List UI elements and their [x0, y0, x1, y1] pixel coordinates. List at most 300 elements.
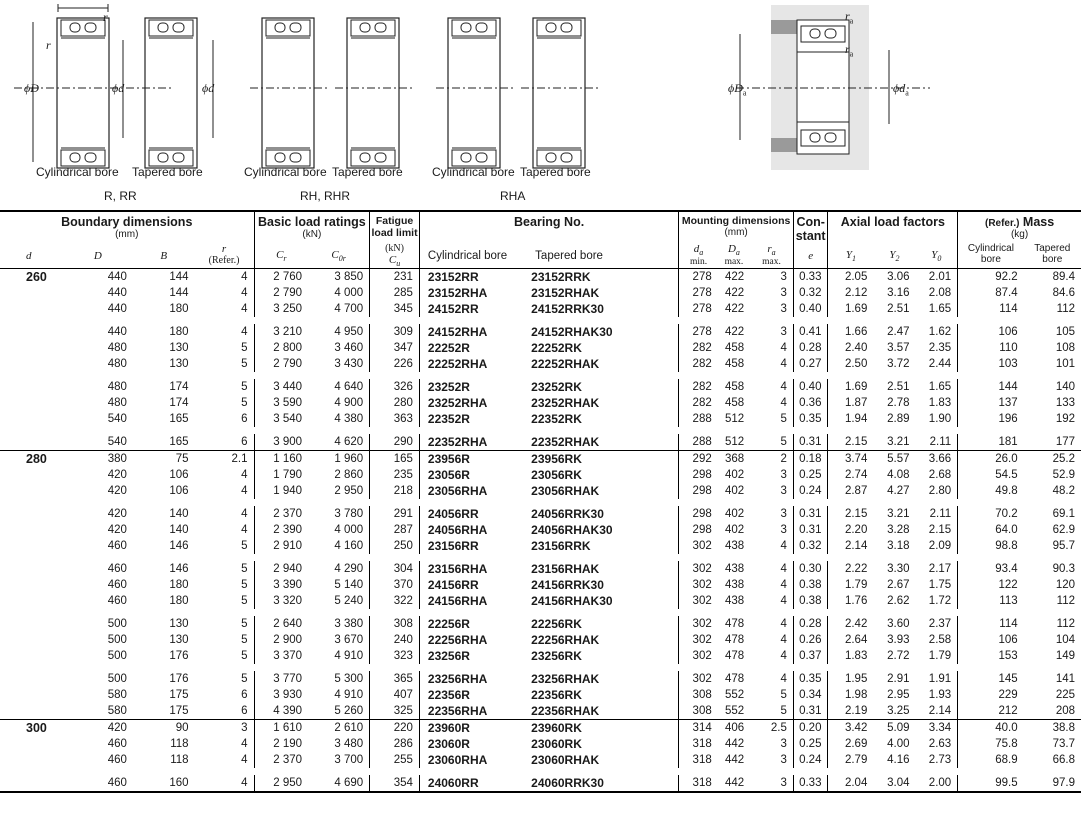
cell-Da: 442	[718, 775, 750, 792]
cell-mass-cyl: 64.0	[958, 522, 1024, 538]
cell-Y2: 2.95	[887, 689, 910, 702]
cell-Cu: 285	[370, 285, 420, 301]
cell-mass-tap: 101	[1055, 358, 1075, 371]
cell-mass-tap: 90.3	[1052, 563, 1075, 576]
cell-Y1: 2.22	[828, 561, 873, 577]
cell-D: 500	[107, 618, 127, 631]
cell-mass-tap: 108	[1055, 342, 1075, 355]
table-row	[0, 340, 1081, 356]
cell-mass-tap: 105	[1055, 326, 1075, 339]
cell-Cr: 3 770	[254, 671, 308, 687]
cell-Y1: 2.04	[828, 775, 873, 792]
table-row	[0, 703, 1081, 720]
cell-Y1: 1.69	[828, 301, 873, 317]
cell-cyl-bore: 23060RHA	[419, 752, 523, 768]
cell-C0r: 4 690	[308, 775, 370, 792]
cell-C0r: 4 000	[334, 524, 364, 537]
cell-mass-cyl: 144	[958, 379, 1024, 395]
cell-da: 298	[679, 506, 718, 522]
cell-mass-tap: 149	[1055, 650, 1075, 663]
cell-r: 4	[241, 303, 248, 316]
cell-Y0: 2.68	[928, 469, 952, 482]
cell-d: 260	[26, 270, 47, 285]
cell-r: 2.1	[195, 451, 254, 468]
cell-mass-tap: 120	[1055, 579, 1075, 592]
cell-C0r: 4 700	[334, 303, 364, 316]
cell-B: 144	[169, 287, 189, 300]
cell-Cr: 2 790	[254, 356, 308, 372]
bearing-rha-tapered	[521, 18, 601, 168]
cell-mass-tap: 66.8	[1052, 754, 1075, 767]
cell-Da: 478	[724, 650, 745, 663]
cell-r: 5	[241, 673, 248, 686]
cell-r: 5	[241, 563, 248, 576]
cell-mass-tap: 25.2	[1024, 451, 1081, 468]
symbol-ra-top: $r_a$	[845, 9, 854, 26]
cell-D: 460	[63, 775, 133, 792]
cell-tap-bore: 24156RRK30	[531, 578, 604, 593]
header-basic-load: Basic load ratings	[258, 215, 366, 229]
cell-Y0: 2.15	[928, 524, 952, 537]
cell-Cu: 240	[370, 632, 420, 648]
col-mass-tap: Tapered bore	[1034, 243, 1071, 265]
cell-cyl-bore: 23156RHA	[419, 561, 523, 577]
cell-r: 5	[241, 397, 248, 410]
cell-e: 0.40	[793, 301, 828, 317]
cell-B: 140	[169, 524, 189, 537]
cell-e: 0.31	[793, 506, 828, 522]
cell-Da: 402	[724, 485, 745, 498]
cell-ra: 4	[780, 634, 787, 647]
cell-Y2: 3.18	[887, 540, 910, 553]
cell-Da: 552	[724, 689, 745, 702]
cell-cyl-bore: 22252R	[419, 340, 523, 356]
col-cylindrical-bore: Cylindrical bore	[419, 243, 523, 269]
cell-da: 282	[679, 379, 718, 395]
cell-ra: 4	[780, 563, 787, 576]
header-mass-unit: (kg)	[1010, 229, 1029, 240]
table-body	[0, 269, 1081, 793]
cell-mass-tap: 38.8	[1024, 720, 1081, 737]
cell-Cu: 218	[370, 483, 420, 499]
table-header-groups	[0, 211, 1081, 243]
cell-Da: 406	[718, 720, 750, 737]
header-constant: Con-	[796, 215, 825, 229]
cell-B: 118	[170, 738, 189, 751]
cell-mass-tap: 97.9	[1024, 775, 1081, 792]
cell-C0r: 5 300	[334, 673, 364, 686]
cell-tap-bore: 24060RRK30	[523, 775, 679, 792]
cell-C0r: 2 950	[334, 485, 364, 498]
cell-D: 580	[107, 689, 127, 702]
cell-mass-tap: 104	[1055, 634, 1075, 647]
cell-B: 146	[169, 540, 189, 553]
cell-ra: 5	[780, 689, 787, 702]
cell-r: 4	[241, 508, 248, 521]
cell-ra: 5	[780, 705, 787, 718]
header-boundary-unit: (mm)	[115, 229, 139, 240]
cell-Y0: 1.93	[928, 689, 952, 702]
cell-Y2: 3.16	[887, 287, 910, 300]
cell-tap-bore: 22352RHAK	[531, 435, 600, 450]
cell-da: 318	[679, 752, 718, 768]
header-mass-label: Mass	[1022, 215, 1055, 229]
cell-cyl-bore: 23256RHA	[419, 671, 523, 687]
table-row	[0, 522, 1081, 538]
cell-C0r: 3 850	[334, 271, 364, 284]
cell-d	[0, 687, 63, 703]
cell-tap-bore: 24056RHAK30	[531, 523, 613, 538]
cell-e: 0.40	[793, 379, 828, 395]
cell-cyl-bore: 24156RHA	[419, 593, 523, 609]
cell-mass-tap: 208	[1055, 705, 1075, 718]
cell-ra: 4	[780, 579, 787, 592]
cell-Y0: 1.90	[928, 413, 952, 426]
cell-tap-bore: 22356RHAK	[531, 704, 600, 719]
cell-B: 106	[169, 485, 189, 498]
cell-D: 460	[107, 754, 127, 767]
cell-d	[0, 506, 63, 522]
cell-C0r: 4 910	[334, 650, 364, 663]
cell-da: 302	[679, 616, 718, 632]
cell-mass-tap: 95.7	[1052, 540, 1075, 553]
cell-Y0: 2.09	[928, 540, 952, 553]
cell-Cr: 1 610	[254, 720, 308, 737]
cell-d	[0, 775, 63, 792]
cell-cyl-bore: 23152RR	[419, 269, 523, 286]
col-Cu: (kN) $C_u$	[370, 243, 420, 269]
table-row	[0, 752, 1081, 768]
cell-Da: 438	[724, 579, 745, 592]
cell-da: 298	[679, 522, 718, 538]
cell-Y0: 2.37	[928, 618, 952, 631]
cell-d	[0, 356, 63, 372]
cell-r: 4	[241, 287, 248, 300]
cell-Cu: 326	[370, 379, 420, 395]
cell-e: 0.33	[793, 775, 828, 792]
symbol-phi-Da: $\phi D_a$	[728, 81, 747, 98]
cell-Y2: 4.27	[887, 485, 910, 498]
cell-Cu: 286	[370, 736, 420, 752]
cell-Y2: 3.30	[887, 563, 910, 576]
cell-ra: 2.5	[750, 720, 793, 737]
cell-r: 5	[241, 579, 248, 592]
cell-e: 0.31	[793, 703, 828, 720]
cell-da: 292	[679, 451, 718, 468]
cell-D: 460	[107, 579, 127, 592]
cell-mass-cyl: 114	[958, 301, 1024, 317]
symbol-phi-D: ϕD	[24, 81, 39, 95]
cell-D: 420	[107, 508, 127, 521]
cell-Da: 402	[724, 508, 745, 521]
cell-Y0: 1.83	[928, 397, 952, 410]
cell-Y1: 1.83	[828, 648, 873, 664]
cell-Cr: 2 940	[254, 561, 308, 577]
col-r	[195, 243, 254, 269]
cell-Y1: 1.79	[828, 577, 873, 593]
label-type-r: R, RR	[104, 189, 137, 203]
cell-B: 118	[170, 754, 189, 767]
cell-e: 0.24	[793, 752, 828, 768]
cell-Y0: 1.62	[928, 326, 952, 339]
cell-ra: 4	[780, 397, 787, 410]
cell-C0r: 4 620	[334, 436, 364, 449]
cell-B: 175	[169, 705, 189, 718]
cell-ra: 3	[750, 775, 793, 792]
cell-mass-cyl: 153	[958, 648, 1024, 664]
cell-cyl-bore: 22356RHA	[419, 703, 523, 720]
cell-Cr: 3 900	[254, 434, 308, 451]
cell-tap-bore: 22256RK	[531, 617, 582, 632]
cell-D: 420	[107, 469, 127, 482]
cell-C0r: 3 460	[334, 342, 364, 355]
cell-Da: 422	[724, 303, 745, 316]
cell-Cr: 4 390	[254, 703, 308, 720]
cell-Y1: 2.19	[828, 703, 873, 720]
cell-e: 0.41	[793, 324, 828, 340]
cell-r: 5	[241, 595, 248, 608]
cell-Cr: 1 790	[254, 467, 308, 483]
cell-d	[0, 538, 63, 554]
cell-Y2: 2.67	[887, 579, 910, 592]
cell-C0r: 5 260	[334, 705, 364, 718]
cell-Y2: 4.08	[887, 469, 910, 482]
cell-d	[0, 467, 63, 483]
cell-Y1: 1.87	[828, 395, 873, 411]
cell-D: 480	[107, 342, 127, 355]
cell-Cu: 291	[370, 506, 420, 522]
cell-Cr: 3 540	[254, 411, 308, 427]
cell-Cu: 365	[370, 671, 420, 687]
cell-d	[0, 577, 63, 593]
cell-e: 0.18	[793, 451, 828, 468]
label-cyl-bore-3: Cylindrical bore	[432, 165, 515, 179]
cell-r: 4	[241, 485, 248, 498]
cell-ra: 4	[780, 381, 787, 394]
cell-Cr: 2 190	[254, 736, 308, 752]
cell-C0r: 3 380	[334, 618, 364, 631]
cell-da: 282	[679, 340, 718, 356]
cell-Y1: 2.87	[828, 483, 873, 499]
cell-da: 302	[679, 577, 718, 593]
cell-Da: 438	[724, 563, 745, 576]
cell-e: 0.36	[793, 395, 828, 411]
cell-Cu: 308	[370, 616, 420, 632]
col-tapered-bore: Tapered bore	[535, 249, 603, 262]
cell-Cr: 3 370	[254, 648, 308, 664]
cell-Cu: 322	[370, 593, 420, 609]
cell-e: 0.37	[793, 648, 828, 664]
cell-B: 90	[133, 720, 195, 737]
cell-mass-cyl: 93.4	[958, 561, 1024, 577]
cell-C0r: 3 480	[334, 738, 364, 751]
cell-C0r: 3 670	[334, 634, 364, 647]
cell-Cr: 1 940	[254, 483, 308, 499]
table-row	[0, 324, 1081, 340]
cell-da: 282	[679, 395, 718, 411]
table-row	[0, 395, 1081, 411]
cell-d	[0, 395, 63, 411]
cell-da: 302	[679, 648, 718, 664]
cell-e: 0.25	[793, 467, 828, 483]
cell-Cu: 363	[370, 411, 420, 427]
cell-mass-cyl: 103	[958, 356, 1024, 372]
header-fatigue-2: load limit	[371, 227, 418, 239]
cell-cyl-bore: 22352RHA	[419, 434, 523, 451]
cell-Cr: 3 440	[254, 379, 308, 395]
cell-Y0: 1.75	[928, 579, 952, 592]
cell-mass-cyl: 75.8	[958, 736, 1024, 752]
cell-Y0: 2.01	[928, 271, 952, 284]
cell-Da: 438	[724, 595, 745, 608]
cell-Cu: 287	[370, 522, 420, 538]
cell-Da: 478	[724, 673, 745, 686]
cell-C0r: 4 910	[334, 689, 364, 702]
cell-d: 300	[0, 720, 63, 737]
cell-mass-tap: 225	[1055, 689, 1075, 702]
cell-mass-cyl: 110	[958, 340, 1024, 356]
header-mounting: Mounting dimensions	[681, 215, 791, 227]
cell-r: 5	[241, 540, 248, 553]
bearing-rh-tapered	[335, 18, 415, 168]
cell-e: 0.24	[793, 483, 828, 499]
cell-Cr: 2 800	[254, 340, 308, 356]
cell-mass-cyl: 181	[958, 434, 1024, 451]
table-row	[0, 538, 1081, 554]
cell-Cu: 354	[370, 775, 420, 792]
cell-d	[0, 671, 63, 687]
cell-mass-tap: 192	[1055, 413, 1075, 426]
cell-tap-bore: 23060RHAK	[531, 753, 600, 768]
cell-e: 0.20	[793, 720, 828, 737]
cell-C0r: 4 950	[334, 326, 364, 339]
cell-e: 0.28	[793, 340, 828, 356]
cell-Y1: 2.15	[828, 434, 873, 451]
table-row	[0, 632, 1081, 648]
cell-cyl-bore: 24056RHA	[419, 522, 523, 538]
cell-B: 176	[169, 673, 189, 686]
cell-r: 5	[241, 634, 248, 647]
cell-Da: 442	[724, 738, 745, 751]
cell-tap-bore: 23252RHAK	[531, 396, 600, 411]
row-spacer	[0, 372, 1081, 379]
cell-tap-bore: 22252RHAK	[531, 357, 600, 372]
cell-D: 460	[107, 540, 127, 553]
cell-tap-bore: 23252RK	[531, 380, 582, 395]
cell-ra: 3	[780, 303, 787, 316]
cell-Y1: 1.69	[828, 379, 873, 395]
cell-tap-bore: 22352RK	[531, 412, 582, 427]
cell-tap-bore: 24156RHAK30	[531, 594, 613, 609]
cell-mass-tap: 52.9	[1052, 469, 1075, 482]
cell-C0r: 5 140	[334, 579, 364, 592]
cell-d	[0, 632, 63, 648]
cell-ra: 5	[780, 436, 787, 449]
cell-D: 440	[107, 326, 127, 339]
col-d: d	[26, 249, 32, 262]
cell-B: 106	[169, 469, 189, 482]
cell-mass-cyl: 87.4	[958, 285, 1024, 301]
cell-tap-bore: 23056RHAK	[531, 484, 600, 499]
cell-mass-cyl: 70.2	[958, 506, 1024, 522]
cell-D: 500	[107, 673, 127, 686]
cell-tap-bore: 23256RHAK	[531, 672, 600, 687]
table-row	[0, 483, 1081, 499]
cell-Cu: 290	[370, 434, 420, 451]
cell-d	[0, 285, 63, 301]
cell-r: 5	[241, 342, 248, 355]
cell-Y1: 3.74	[828, 451, 873, 468]
cell-Da: 438	[724, 540, 745, 553]
cell-cyl-bore: 23956R	[419, 451, 523, 468]
label-tap-bore-2: Tapered bore	[332, 165, 403, 179]
cell-Y0: 2.14	[928, 705, 952, 718]
cell-cyl-bore: 24056RR	[419, 506, 523, 522]
cell-r: 4	[241, 524, 248, 537]
cell-ra: 2	[750, 451, 793, 468]
cell-e: 0.35	[793, 671, 828, 687]
cell-Cr: 3 590	[254, 395, 308, 411]
cell-Y2: 3.06	[887, 271, 910, 284]
col-da-min: min.	[689, 257, 708, 268]
cell-r: 6	[241, 413, 248, 426]
cell-Y2: 4.16	[887, 754, 910, 767]
bearing-spec-table	[0, 210, 1081, 793]
cell-Y2: 2.51	[887, 303, 910, 316]
cell-Y0: 2.11	[929, 508, 952, 521]
cell-D: 380	[63, 451, 133, 468]
cell-mass-tap: 141	[1055, 673, 1075, 686]
cell-Cr: 2 950	[254, 775, 308, 792]
cell-e: 0.33	[793, 269, 828, 286]
cell-Y0: 1.79	[928, 650, 952, 663]
cell-da: 298	[679, 483, 718, 499]
cell-C0r: 4 640	[334, 381, 364, 394]
cell-e: 0.32	[793, 538, 828, 554]
cell-da: 302	[679, 538, 718, 554]
cell-r: 5	[241, 381, 248, 394]
cell-B: 174	[169, 381, 189, 394]
cell-ra: 3	[780, 524, 787, 537]
cell-Y2: 3.93	[887, 634, 910, 647]
header-bearing-no: Bearing No.	[514, 215, 585, 229]
bearing-rh-cylindrical	[250, 18, 330, 168]
cell-D: 440	[107, 303, 127, 316]
cell-Cu: 407	[370, 687, 420, 703]
table-row	[0, 411, 1081, 427]
table-header-columns	[0, 243, 1081, 269]
symbol-phi-da: $\phi d_a$	[893, 81, 909, 98]
cell-e: 0.38	[793, 593, 828, 609]
cell-e: 0.35	[793, 411, 828, 427]
cell-cyl-bore: 23252RHA	[419, 395, 523, 411]
cell-D: 420	[107, 485, 127, 498]
row-spacer	[0, 768, 1081, 775]
cell-da: 278	[679, 324, 718, 340]
col-mass-cyl: Cylindrical bore	[958, 243, 1024, 269]
cell-d	[0, 411, 63, 427]
cell-ra: 4	[780, 650, 787, 663]
cell-da: 318	[679, 736, 718, 752]
cell-mass-cyl: 98.8	[958, 538, 1024, 554]
cell-Y2: 3.72	[887, 358, 910, 371]
cell-Cr: 2 370	[254, 752, 308, 768]
cell-ra: 3	[780, 485, 787, 498]
cell-B: 144	[169, 271, 189, 284]
cell-mass-tap: 48.2	[1052, 485, 1075, 498]
header-basic-load-unit: (kN)	[302, 229, 322, 240]
table-row	[0, 467, 1081, 483]
